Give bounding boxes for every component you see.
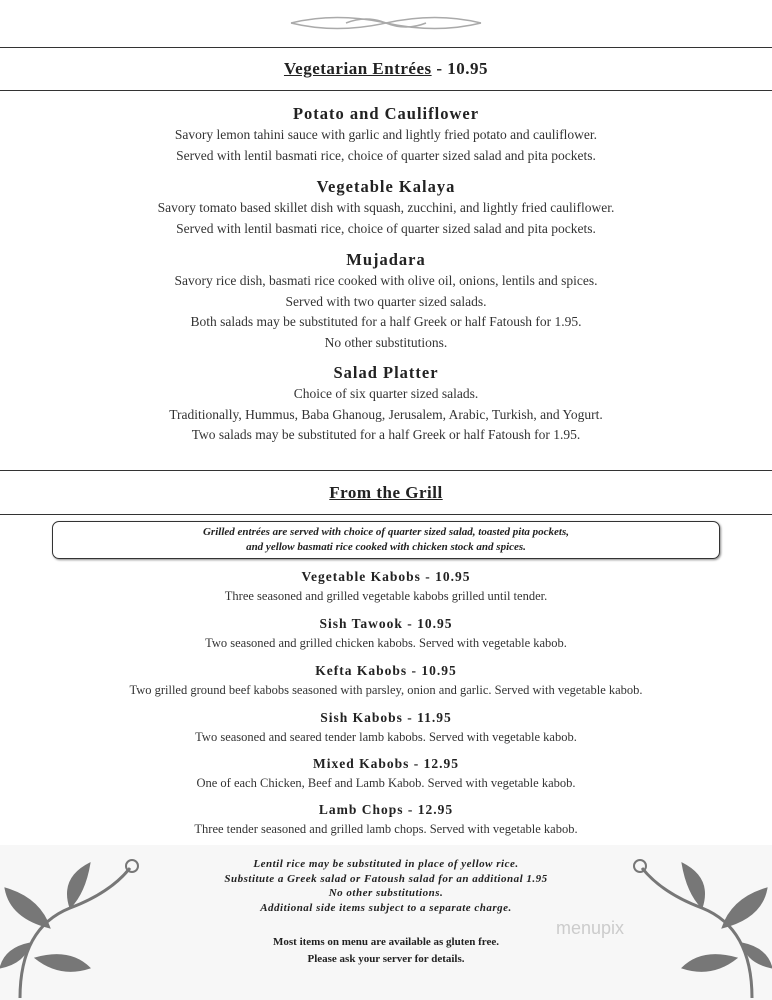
substitution-notes — [0, 857, 772, 915]
item-desc: Both salads may be substituted for a half Greek or half Fatoush for 1.95. — [190, 314, 582, 329]
item-name: Salad Platter — [333, 363, 439, 382]
menu-item — [0, 614, 772, 661]
menu-item — [0, 708, 772, 754]
item-desc: Served with two quarter sized salads. — [285, 293, 487, 309]
note-line: Lentil rice may be substituted in place of yellow rice. — [253, 858, 519, 870]
menu-item — [0, 362, 772, 446]
item-desc: Served with lentil basmati rice, choice of quarter sized salad and pita pockets. — [176, 220, 596, 236]
menu-item — [0, 249, 772, 353]
item-desc: One of each Chicken, Beef and Lamb Kabob. Served with vegetable kabob. — [196, 776, 576, 790]
menu-item — [0, 103, 772, 166]
grill-list — [0, 567, 772, 846]
item-name: Mixed Kabobs - 12.95 — [312, 756, 459, 771]
note-line: Grilled entrées are served with choice of quarter sized salad, toasted pita pockets, — [202, 526, 570, 538]
item-name: Vegetable Kalaya — [316, 177, 456, 196]
item-desc: Savory rice dish, basmati rice cooked with olive oil, onions, lentils and spices. — [174, 273, 598, 288]
note-line: Most items on menu are available as gluten free. — [273, 936, 499, 948]
item-desc: Choice of six quarter sized salads. — [293, 386, 479, 401]
item-desc: Served with lentil basmati rice, choice of quarter sized salad and pita pockets. — [176, 147, 596, 163]
menu-item — [0, 567, 772, 614]
menu-item — [0, 754, 772, 800]
item-desc: Savory tomato based skillet dish with squash, zucchini, and lightly fried cauliflower. — [157, 200, 615, 215]
item-desc: Two grilled ground beef kabobs seasoned with parsley, onion and garlic. Served with vegetable kabob. — [129, 683, 643, 697]
note-line: and yellow basmati rice cooked with chicken stock and spices. — [246, 541, 526, 553]
item-name: Vegetable Kabobs - 10.95 — [301, 569, 471, 584]
section-title: From the Grill — [329, 483, 443, 502]
gluten-free-note — [0, 934, 772, 968]
note-line: No other substitutions. — [328, 887, 444, 899]
note-line: Please ask your server for details. — [307, 953, 465, 965]
item-desc: Three seasoned and grilled vegetable kabobs grilled until tender. — [224, 589, 548, 603]
item-desc: Three tender seasoned and grilled lamb chops. Served with vegetable kabob. — [194, 822, 578, 836]
section-header-grill — [0, 470, 772, 515]
grill-note — [52, 521, 720, 559]
item-name: Kefta Kabobs - 10.95 — [315, 663, 457, 678]
section-price: - 10.95 — [431, 59, 489, 78]
item-desc: Two seasoned and seared tender lamb kabobs. Served with vegetable kabob. — [195, 730, 577, 744]
section-header-vegetarian — [0, 47, 772, 91]
item-name: Mujadara — [346, 250, 426, 269]
watermark: menupix — [556, 918, 625, 938]
item-name: Sish Kabobs - 11.95 — [320, 710, 452, 725]
item-desc: Savory lemon tahini sauce with garlic and lightly fried potato and cauliflower. — [174, 127, 598, 142]
item-name: Lamb Chops - 12.95 — [318, 802, 454, 817]
item-name: Potato and Cauliflower — [292, 104, 480, 123]
item-name: Sish Tawook - 10.95 — [319, 616, 453, 631]
note-line: Additional side items subject to a separate charge. — [260, 901, 512, 914]
note-line: Substitute a Greek salad or Fatoush salad for an additional 1.95 — [224, 872, 548, 885]
item-desc: Two seasoned and grilled chicken kabobs. Served with vegetable kabob. — [205, 636, 567, 650]
item-desc: Two salads may be substituted for a half Greek or half Fatoush for 1.95. — [191, 427, 581, 442]
menu-item — [0, 800, 772, 846]
item-desc: Traditionally, Hummus, Baba Ghanoug, Jerusalem, Arabic, Turkish, and Yogurt. — [169, 406, 603, 422]
item-desc: No other substitutions. — [324, 334, 448, 350]
menu-item — [0, 176, 772, 239]
section-title: Vegetarian Entrées — [283, 59, 432, 78]
menu-item — [0, 661, 772, 708]
ornament-top-icon — [286, 10, 486, 36]
